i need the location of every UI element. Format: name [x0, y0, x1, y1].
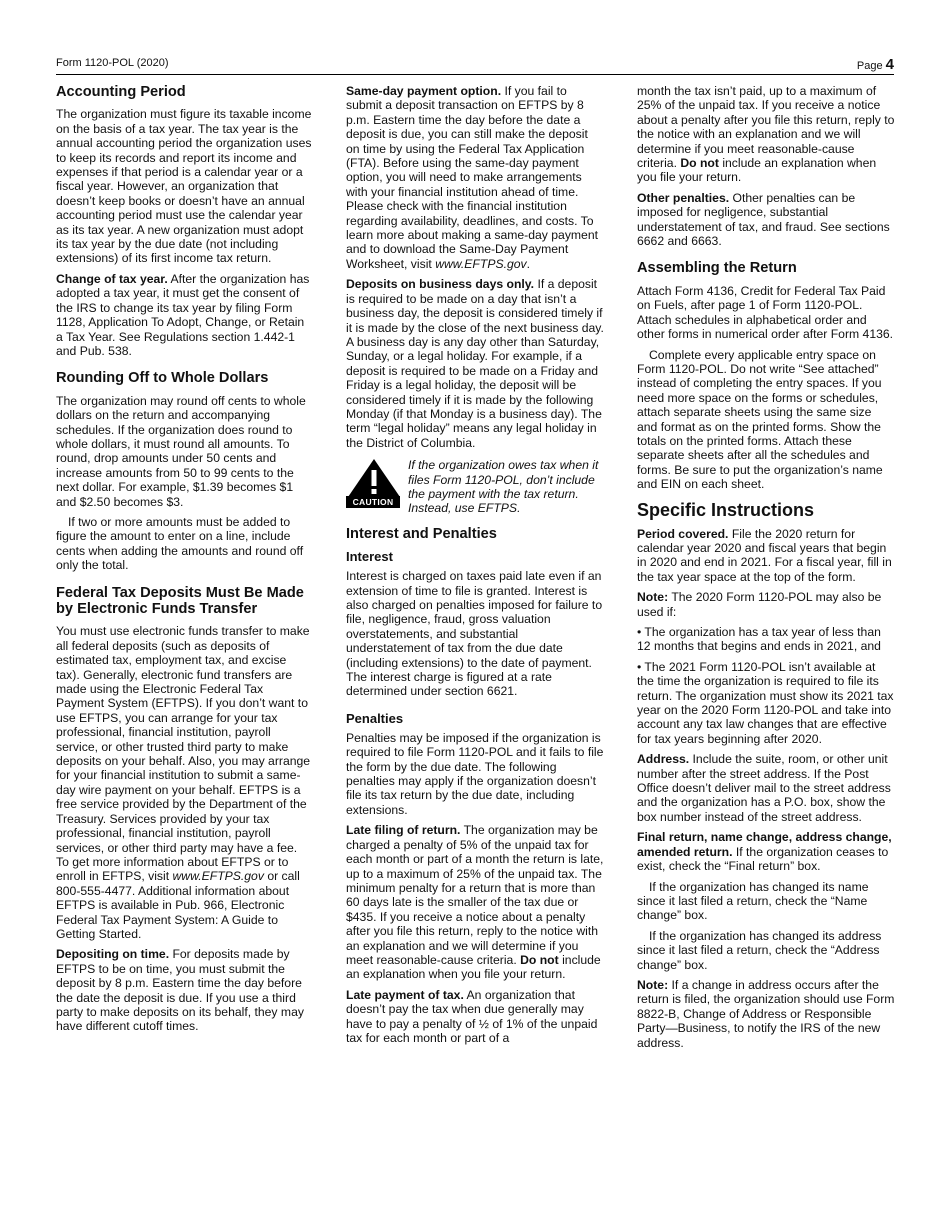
run-in-heading: Note: — [637, 977, 669, 992]
paragraph: If two or more amounts must be added to figure the amount to enter on a line, include cents when adding the amounts and round off only the total. — [56, 514, 304, 573]
paragraph: Interest is charged on taxes paid late even if an extension of time to file is granted. Interest is also charged on penalties imposed for failure to file, negligence, fraud, gross valuation overstatements, and substantial understatement of tax from the due date (including extensions) to the date of payment. The interest charge is figured at a rate determined under section 6621. — [346, 569, 603, 699]
page-header — [56, 56, 894, 75]
emphasis: Do not — [680, 156, 719, 171]
eftps-link[interactable]: www.EFTPS.gov — [172, 869, 264, 884]
paragraph: The organization may round off cents to whole dollars on the return and accompanying schedules. If the organization does round to whole dollars, it must round all amounts. To round, drop amounts under 50 cents and increase amounts from 50 to 99 cents to the next dollar. For example, $1.39 becomes $1 and $2.50 becomes $3. — [56, 393, 306, 509]
paragraph-text: If a change in address occurs after the return is filed, the organization should use Form 8822-B, Change of Address or Responsible Party—Business, to notify the IRS of the new address. — [637, 977, 895, 1050]
section-heading-deposits: Federal Tax Deposits Must Be Made by Electronic Funds Transfer — [56, 584, 304, 617]
caution-block — [346, 458, 604, 516]
paragraph-text: You must use electronic funds transfer to make all federal deposits (such as deposits of estimated tax, employment tax, and excise tax). Generally, electronic fund transfers are made using the Electronic Federal Tax Payment System (EFTPS). If you don’t want to use EFTPS, you can arrange for your tax professional, financial institution, payroll service, or other trusted third party to make deposits on your behalf. Also, you may arrange for your financial institution to submit a same-day wire payment on your behalf. EFTPS is a free service provided by the Department of the Treasury. Services provided by your tax professional, financial institution, payroll services, or other third party may have a fee. To get more information about EFTPS or to enroll in EFTPS, visit — [56, 624, 311, 884]
paragraph — [637, 84, 895, 185]
section-heading-specific-instructions: Specific Instructions — [637, 499, 815, 520]
caution-text: If the organization owes tax when it files Form 1120-POL, don’t include the payment with the tax return. Instead, use EFTPS. — [408, 458, 599, 516]
eftps-link[interactable]: www.EFTPS.gov — [435, 256, 527, 271]
paragraph-text: Include the suite, room, or other unit number after the street address. If the Post Office doesn’t deliver mail to the street address and the organization has a P.O. box, show the box number instead of the street address. — [637, 752, 891, 824]
page-number-value: 4 — [885, 56, 894, 73]
paragraph-text: An organization that doesn’t pay the tax when due generally may have to pay a penalty of ½ of 1% of the unpaid tax for each month or part of a — [346, 987, 598, 1045]
section-heading-assembling: Assembling the Return — [637, 260, 797, 277]
paragraph-text: include an explanation when you file your return. — [346, 952, 601, 982]
paragraph-text: If the organization ceases to exist, check the “Final return” box. — [637, 844, 889, 874]
run-in-heading: Note: — [637, 590, 669, 605]
paragraph — [637, 978, 895, 1050]
section-heading-rounding: Rounding Off to Whole Dollars — [56, 370, 269, 387]
run-in-heading: Change of tax year. — [56, 271, 168, 286]
page-number — [857, 56, 894, 73]
emphasis: Do not — [520, 952, 559, 967]
bullet-item: • The 2021 Form 1120-POL isn’t available at the time the organization is required to file its return. The organization must show its 2021 tax year on the 2020 Form 1120-POL and take into account any tax law changes that are effective for tax years beginning after 2020. — [637, 659, 894, 746]
paragraph-text: The organization may be charged a penalty of 5% of the unpaid tax for each month or part of a month the return is late, up to a maximum of 25% of the unpaid tax. The minimum penalty for a return that is more than 60 days late is the smaller of the tax due or $435. If you receive a notice about a penalty after you file this return, reply to the notice with an explanation and we will determine if you meet reasonable-cause criteria. — [346, 823, 604, 967]
warning-triangle-icon — [346, 458, 402, 498]
paragraph-text: include an explanation when you file your return. — [637, 156, 877, 185]
paragraph-text: If you fail to submit a deposit transaction on EFTPS by 8 p.m. Eastern time the day before the date a deposit is due, you can still make the deposit on time by using the Federal Tax Application (FTA). Before using the same-day payment option, you will need to make arrangements with your financial institution ahead of time. Please check with the financial institution regarding availability, deadlines, and costs. To learn more about making a same-day payment and to download the Same-Day Payment Worksheet, visit — [346, 84, 599, 271]
run-in-heading: Late filing of return. — [346, 823, 461, 838]
column-3 — [637, 84, 895, 1056]
column-2 — [346, 84, 604, 1051]
paragraph-text: . — [526, 256, 531, 271]
paragraph — [56, 947, 312, 1033]
section-heading-interest-penalties: Interest and Penalties — [346, 525, 497, 542]
run-in-heading: Same-day payment option. — [346, 84, 502, 98]
paragraph: If the organization has changed its name since it last filed a return, check the “Name change” box. — [637, 879, 869, 923]
paragraph-text: or call 800-555-4477. Additional information about EFTPS is available in Pub. 966, Electronic Federal Tax Payment System: A Guide to Getting Started. — [56, 869, 300, 941]
paragraph — [56, 624, 312, 941]
section-heading-accounting-period: Accounting Period — [56, 84, 186, 100]
paragraph — [346, 823, 604, 981]
paragraph — [637, 590, 895, 619]
paragraph: Penalties may be imposed if the organization is required to file Form 1120-POL and it fails to file the form by the due date. The following penalties may apply if the organization doesn’t file its tax return by the due date, including extensions. — [346, 730, 604, 817]
run-in-heading: Depositing on time. — [56, 947, 170, 962]
paragraph — [637, 527, 895, 585]
paragraph-text: month the tax isn’t paid, up to a maximum of 25% of the unpaid tax. If you receive a notice about a penalty after you file this return, reply to the notice with an explanation and we will determine if you meet reasonable-cause criteria. — [637, 84, 895, 171]
subheading-interest: Interest — [346, 549, 393, 565]
paragraph-text: After the organization has adopted a tax year, it must get the consent of the IRS to change its tax year by filing Form 1128, Application To Adopt, Change, or Retain a Tax Year. See Regulations section 1.442-1 and Pub. 538. — [56, 271, 310, 358]
caution-label: CAUTION — [346, 496, 400, 508]
paragraph — [637, 830, 895, 873]
paragraph — [346, 84, 604, 271]
run-in-heading: Address. — [637, 752, 690, 767]
page-label: Page — [856, 60, 883, 72]
caution-icon — [346, 458, 402, 508]
paragraph — [346, 277, 604, 450]
paragraph-text: For deposits made by EFTPS to be on time, you must submit the deposit by 8 p.m. Eastern time the day before the date the deposit is due. If you use a third party to make deposits on its behalf, they may have different cutoff times. — [56, 947, 304, 1034]
subheading-penalties: Penalties — [346, 710, 404, 726]
paragraph — [346, 988, 604, 1046]
run-in-heading: Period covered. — [637, 526, 729, 541]
paragraph: Attach Form 4136, Credit for Federal Tax Paid on Fuels, after page 1 of Form 1120-POL. Attach schedules in alphabetical order and other forms in numerical order after Form 4136. — [637, 283, 894, 342]
run-in-heading: Deposits on business days only. — [346, 277, 535, 292]
paragraph-text: File the 2020 return for calendar year 2020 and fiscal years that begin in 2020 and end in 2021. For a fiscal year, fill in the tax year space at the top of the form. — [637, 526, 892, 584]
paragraph-text: The 2020 Form 1120-POL may also be used if: — [637, 590, 882, 619]
paragraph — [637, 752, 895, 824]
run-in-heading: Final return, name change, address change, amended return. — [637, 830, 892, 859]
paragraph: The organization must figure its taxable income on the basis of a tax year. The tax year is the annual accounting period the organization uses to keep its records and report its income and expenses if that period is a calendar year or a fiscal year. However, an organization that doesn’t keep books or doesn’t have an annual accounting period must use the calendar year as its tax year. A new organization must adopt its tax year by the due date (not including extensions) of its first income tax return. — [56, 107, 312, 266]
paragraph: If the organization has changed its address since it last filed a return, check the “Address change” box. — [637, 928, 882, 972]
paragraph — [56, 272, 312, 358]
paragraph-text: If a deposit is required to be made on a day that isn’t a business day, the deposit is considered timely if it is made by the close of the next business day. A business day is any day other than Saturday, Sunday, or a legal holiday. For example, if a deposit is required to be made on a Friday and Friday is a legal holiday, the deposit will be considered timely if it is made by the following Monday (if that Monday is a business day). The term “legal holiday” means any legal holiday in the District of Columbia. — [346, 277, 604, 450]
paragraph — [637, 191, 895, 249]
run-in-heading: Other penalties. — [637, 190, 730, 205]
column-1 — [56, 84, 312, 1040]
form-id: Form 1120-POL (2020) — [56, 57, 169, 69]
run-in-heading: Late payment of tax. — [346, 987, 464, 1002]
bullet-item: • The organization has a tax year of less than 12 months that begins and ends in 2021, and — [637, 625, 881, 654]
paragraph-text: Other penalties can be imposed for negligence, substantial understatement of tax, and fraud. See sections 6662 and 6663. — [637, 190, 890, 249]
paragraph: Complete every applicable entry space on Form 1120-POL. Do not write “See attached” instead of completing the entry spaces. If you need more space on the forms or schedules, attach separate sheets using the same size and format as on the printed forms. Show the totals on the printed forms. Attach these separate sheets after all the schedules and forms. Be sure to put the organization’s name and EIN on each sheet. — [637, 347, 883, 492]
